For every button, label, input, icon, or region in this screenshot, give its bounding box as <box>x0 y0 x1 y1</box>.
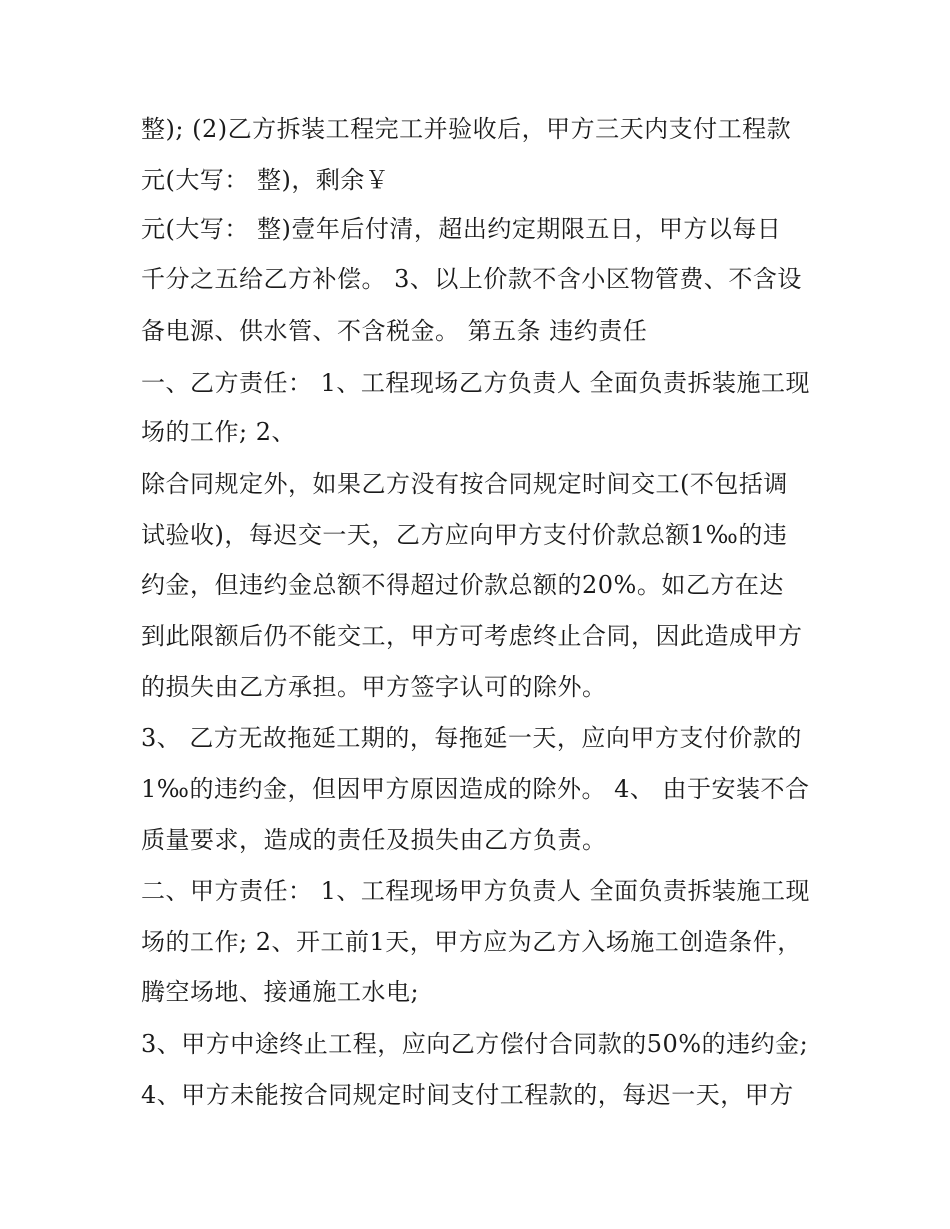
text-line-5: 备电源、供水管、不含税金。 第五条 违约责任 <box>141 317 648 345</box>
text-line-6: 一、乙方责任： 1、工程现场乙方负责人 全面负责拆装施工现 <box>141 369 811 397</box>
text-line-12: 的损失由乙方承担。甲方签字认可的除外。 <box>141 673 607 701</box>
text-line-14: 1‰的违约金，但因甲方原因造成的除外。 4、 由于安装不合 <box>141 775 810 803</box>
text-line-15: 质量要求，造成的责任及损失由乙方负责。 <box>141 826 607 854</box>
text-line-13: 3、 乙方无故拖延工期的，每拖延一天，应向甲方支付价款的 <box>141 724 802 752</box>
text-line-17: 场的工作; 2、开工前1天，甲方应为乙方入场施工创造条件， <box>141 928 802 956</box>
text-line-11: 到此限额后仍不能交工，甲方可考虑终止合同，因此造成甲方 <box>141 622 803 650</box>
text-line-4: 千分之五给乙方补偿。 3、以上价款不含小区物管费、不含设 <box>141 265 802 293</box>
text-line-20: 4、甲方未能按合同规定时间支付工程款的，每迟一天，甲方 <box>141 1081 794 1109</box>
text-line-8: 除合同规定外，如果乙方没有按合同规定时间交工(不包括调 <box>141 470 788 498</box>
text-line-19: 3、甲方中途终止工程，应向乙方偿付合同款的50%的违约金; <box>141 1030 809 1058</box>
text-line-3: 元(大写： 整)壹年后付清，超出约定期限五日，甲方以每日 <box>141 215 782 243</box>
text-line-7: 场的工作; 2、 <box>141 418 296 446</box>
text-line-10: 约金，但违约金总额不得超过价款总额的20%。如乙方在达 <box>141 571 784 599</box>
text-line-16: 二、甲方责任： 1、工程现场甲方负责人 全面负责拆装施工现 <box>141 877 811 905</box>
text-line-1: 整); (2)乙方拆装工程完工并验收后，甲方三天内支付工程款 <box>141 115 792 143</box>
text-line-18: 腾空场地、接通施工水电; <box>141 978 420 1006</box>
text-line-2: 元(大写： 整)，剩余￥ <box>141 166 390 194</box>
text-line-9: 试验收)，每迟交一天，乙方应向甲方支付价款总额1‰的违 <box>141 521 788 549</box>
